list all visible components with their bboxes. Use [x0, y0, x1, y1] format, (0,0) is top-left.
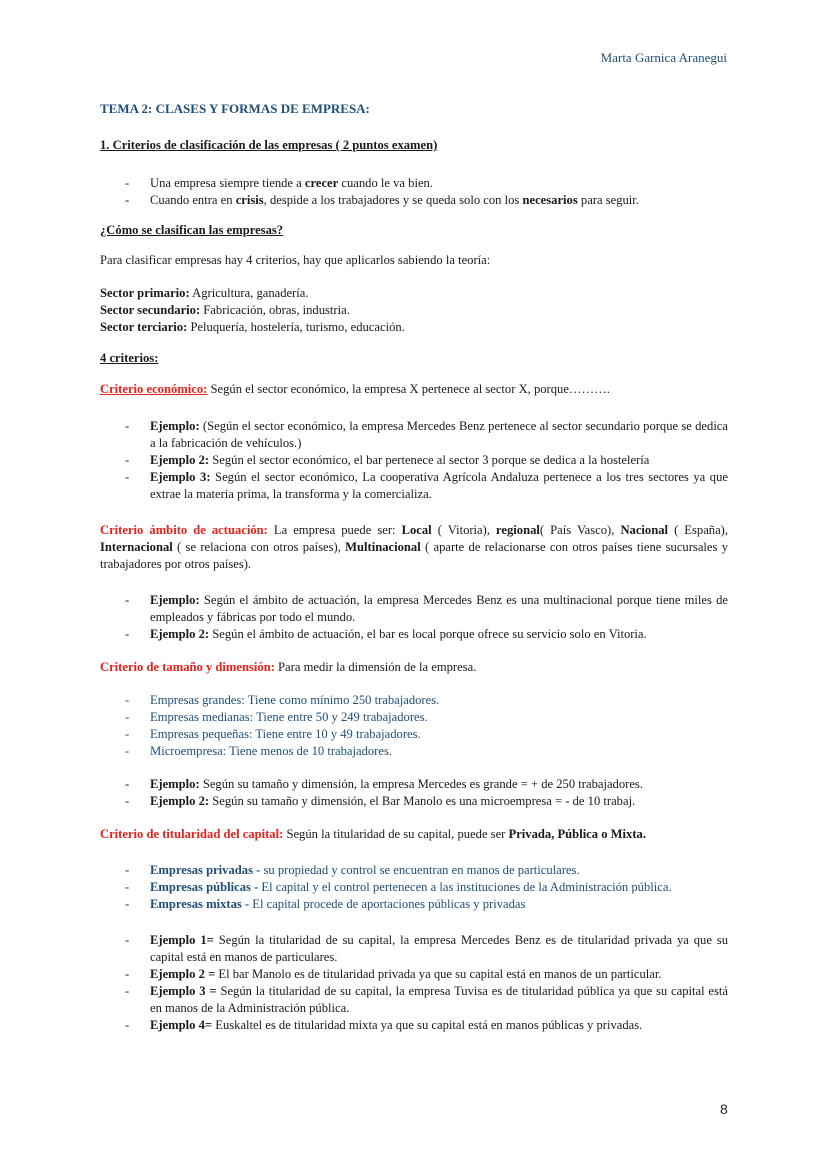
list-item: - Microempresa: Tiene menos de 10 trabajadores. [100, 743, 728, 760]
criterios-heading: 4 criterios: [100, 351, 159, 365]
sectors-block [100, 285, 728, 336]
criterio-tamano: Criterio de tamaño y dimensión: Para medir la dimensión de la empresa. [100, 660, 477, 674]
sector-line: Sector secundario: Fabricación, obras, industria. [100, 303, 350, 317]
list-item: - Ejemplo 1= Según la titularidad de su capital, la empresa Mercedes Benz es de titularidad privada ya que su capital está en manos de particulares. [100, 932, 728, 966]
list-item: - Ejemplo 2: Según el sector económico, el bar pertenece al sector 3 porque se dedica a la hostelería [100, 452, 728, 469]
list-item: - Ejemplo 4= Euskaltel es de titularidad mixta ya que su capital está en manos públicas y privadas. [100, 1017, 728, 1034]
size-list [100, 692, 728, 760]
document-body [100, 100, 728, 1034]
titularidad-types [100, 862, 728, 913]
list-item: - Ejemplo 2: Según el ámbito de actuación, el bar es local porque ofrece su servicio solo en Vitoria. [100, 626, 728, 643]
list-item: - Empresas medianas: Tiene entre 50 y 249 trabajadores. [100, 709, 728, 726]
sector-line: Sector terciario: Peluquería, hostelería, turismo, educación. [100, 320, 405, 334]
section1-list [100, 175, 728, 209]
list-item: - Cuando entra en crisis, despide a los trabajadores y se queda solo con los necesarios para seguir. [100, 192, 728, 209]
list-item: - Ejemplo 3 = Según la titularidad de su capital, la empresa Tuvisa es de titularidad pública ya que su capital está en manos de la Administración pública. [100, 983, 728, 1017]
how-heading: ¿Cómo se clasifican las empresas? [100, 223, 284, 237]
list-item: - Una empresa siempre tiende a crecer cuando le va bien. [100, 175, 728, 192]
list-item: - Ejemplo 2: Según su tamaño y dimensión, el Bar Manolo es una microempresa = - de 10 trabaj. [100, 793, 728, 810]
titularidad-examples [100, 932, 728, 1034]
economico-examples [100, 418, 728, 503]
criterio-economico: Criterio económico: Según el sector económico, la empresa X pertenece al sector X, porque………. [100, 382, 610, 396]
page-number: 8 [720, 1101, 728, 1117]
sector-line: Sector primario: Agricultura, ganadería. [100, 286, 309, 300]
list-item: - Ejemplo: Según su tamaño y dimensión, la empresa Mercedes es grande = + de 250 trabajadores. [100, 776, 728, 793]
list-item: - Empresas grandes: Tiene como mínimo 250 trabajadores. [100, 692, 728, 709]
list-item: - Ejemplo 3: Según el sector económico, La cooperativa Agrícola Andaluza pertenece a los tres sectores ya que extrae la materia prima, la transforma y la comercializa. [100, 469, 728, 503]
list-item: - Ejemplo: Según el ámbito de actuación, la empresa Mercedes Benz es una multinacional porque tiene miles de empleados y fábricas por todo el mundo. [100, 592, 728, 626]
list-item: - Empresas mixtas - El capital procede de aportaciones públicas y privadas [100, 896, 728, 913]
how-intro: Para clasificar empresas hay 4 criterios, hay que aplicarlos sabiendo la teoría: [100, 253, 491, 267]
list-item: - Empresas privadas - su propiedad y control se encuentran en manos de particulares. [100, 862, 728, 879]
tamano-examples [100, 776, 728, 810]
page-title: TEMA 2: CLASES Y FORMAS DE EMPRESA: [100, 101, 370, 116]
author-name: Marta Garnica Aranegui [600, 50, 727, 65]
section1-heading: 1. Criterios de clasificación de las empresas ( 2 puntos examen) [100, 138, 438, 152]
ambito-examples [100, 592, 728, 643]
list-item: - Empresas públicas - El capital y el control pertenecen a las instituciones de la Administración pública. [100, 879, 728, 896]
criterio-ambito: Criterio ámbito de actuación: La empresa puede ser: Local ( Vitoria), regional( País Vasco), Nacional ( España), Internacional ( se relaciona con otros países), Multinacional ( aparte de relacionarse con otros países tiene sucursales y trabajadores por otros países). [100, 523, 729, 571]
list-item: - Ejemplo 2 = El bar Manolo es de titularidad privada ya que su capital está en manos de un particular. [100, 966, 728, 983]
list-item: - Ejemplo: (Según el sector económico, la empresa Mercedes Benz pertenece al sector secundario porque se dedica a la fabricación de vehículos.) [100, 418, 728, 452]
list-item: - Empresas pequeñas: Tiene entre 10 y 49 trabajadores. [100, 726, 728, 743]
criterio-titularidad: Criterio de titularidad del capital: Según la titularidad de su capital, puede ser Privada, Pública o Mixta. [100, 827, 646, 841]
